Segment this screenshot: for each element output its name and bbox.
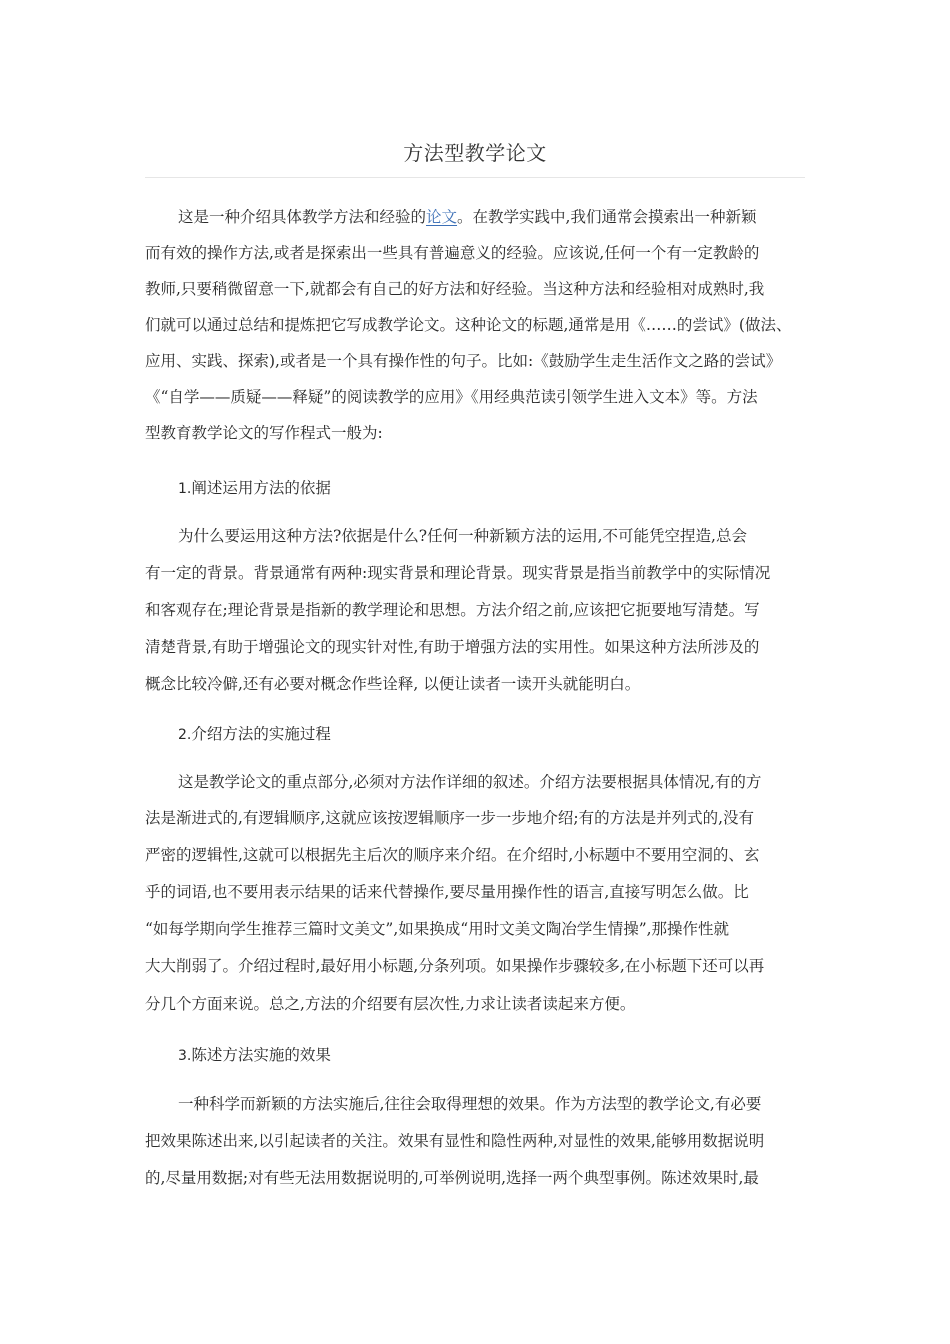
section-2-heading	[178, 722, 331, 746]
section-1-line: 有一定的背景。背景通常有两种:现实背景和理论背景。现实背景是指当前教学中的实际情况	[145, 564, 771, 582]
intro-line-1-post: 。在教学实践中,我们通常会摸索出一种新颖	[457, 208, 757, 226]
section-2-title: 介绍方法的实施过程	[191, 725, 331, 743]
section-2-line: 乎的词语,也不要用表示结果的话来代替操作,要尽量用操作性的语言,直接写明怎么做。比	[145, 883, 749, 901]
section-2-line: 这是教学论文的重点部分,必须对方法作详细的叙述。介绍方法要根据具体情况,有的方	[178, 773, 762, 791]
section-1-title: 阐述运用方法的依据	[191, 479, 331, 497]
intro-line: 应用、实践、探索),或者是一个具有操作性的句子。比如:《鼓励学生走生活作文之路的尝试》	[145, 352, 782, 370]
section-3-title: 陈述方法实施的效果	[191, 1046, 331, 1064]
section-1-line: 清楚背景,有助于增强论文的现实针对性,有助于增强方法的实用性。如果这种方法所涉及的	[145, 638, 760, 656]
section-3-line: 一种科学而新颖的方法实施后,往往会取得理想的效果。作为方法型的教学论文,有必要	[178, 1095, 762, 1113]
document-title: 方法型教学论文	[403, 141, 547, 165]
title-divider	[145, 177, 805, 178]
section-3-heading	[178, 1043, 331, 1067]
intro-line: 教师,只要稍微留意一下,就都会有自己的好方法和好经验。当这种方法和经验相对成熟时,我	[145, 280, 765, 298]
section-2-line: “如每学期向学生推荐三篇时文美文”,如果换成“用时文美文陶冶学生情操”,那操作性就	[145, 920, 730, 938]
section-2-line: 严密的逻辑性,这就可以根据先主后次的顺序来介绍。在介绍时,小标题中不要用空洞的、玄	[145, 846, 760, 864]
section-2-line: 大大削弱了。介绍过程时,最好用小标题,分条列项。如果操作步骤较多,在小标题下还可以再	[145, 957, 765, 975]
section-1-line: 为什么要运用这种方法?依据是什么?任何一种新颖方法的运用,不可能凭空捏造,总会	[178, 527, 747, 545]
section-1-line: 概念比较冷僻,还有必要对概念作些诠释, 以便让读者一读开头就能明白。	[145, 675, 641, 693]
intro-line: 型教育教学论文的写作程式一般为:	[145, 424, 383, 442]
section-1-line: 和客观存在;理论背景是指新的教学理论和思想。方法介绍之前,应该把它扼要地写清楚。写	[145, 601, 760, 619]
section-1-number: 1.	[178, 481, 192, 497]
section-3-line: 把效果陈述出来,以引起读者的关注。效果有显性和隐性两种,对显性的效果,能够用数据说明	[145, 1132, 765, 1150]
section-2-number: 2.	[178, 727, 192, 743]
intro-line-1	[178, 205, 756, 229]
lunwen-link[interactable]: 论文	[426, 208, 458, 226]
section-3-line: 的,尽量用数据;对有些无法用数据说明的,可举例说明,选择一两个典型事例。陈述效果时,最	[145, 1169, 759, 1187]
intro-line: 们就可以通过总结和提炼把它写成教学论文。这种论文的标题,通常是用《……的尝试》(做法、	[145, 316, 792, 334]
section-3-number: 3.	[178, 1048, 192, 1064]
intro-line-1-pre: 这是一种介绍具体教学方法和经验的	[178, 208, 427, 226]
section-2-line: 法是渐进式的,有逻辑顺序,这就应该按逻辑顺序一步一步地介绍;有的方法是并列式的,没有	[145, 809, 755, 827]
intro-line: 《“自学——质疑——释疑”的阅读教学的应用》《用经典范读引领学生进入文本》等。方法	[145, 388, 758, 406]
section-1-heading	[178, 476, 331, 500]
section-2-line: 分几个方面来说。总之,方法的介绍要有层次性,力求让读者读起来方便。	[145, 995, 636, 1013]
intro-line: 而有效的操作方法,或者是探索出一些具有普遍意义的经验。应该说,任何一个有一定教龄的	[145, 244, 760, 262]
